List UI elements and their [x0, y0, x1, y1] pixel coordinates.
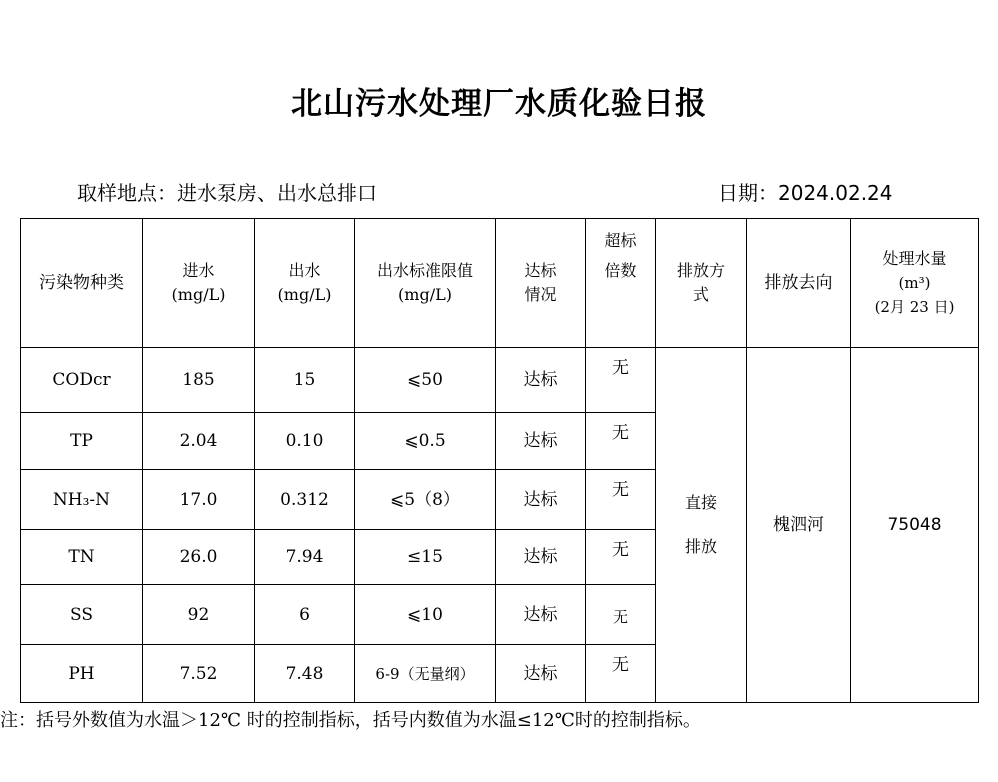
header-limit: 出水标准限值 (mg/L)	[355, 219, 496, 348]
exceed-cell: 无	[586, 585, 656, 645]
status-cell: 达标	[496, 645, 586, 703]
inflow-cell: 7.52	[143, 645, 255, 703]
water-quality-table	[20, 218, 979, 703]
header-outflow: 出水 (mg/L)	[255, 219, 355, 348]
inflow-cell: 92	[143, 585, 255, 645]
status-cell: 达标	[496, 470, 586, 530]
table-header-row	[21, 219, 979, 348]
status-cell: 达标	[496, 348, 586, 413]
inflow-cell: 17.0	[143, 470, 255, 530]
limit-cell: ⩽0.5	[355, 413, 496, 470]
outflow-cell: 7.94	[255, 530, 355, 585]
discharge-dest-cell: 槐泗河	[747, 348, 851, 703]
sampling-location: 取样地点：进水泵房、出水总排口	[77, 181, 377, 205]
header-compliance: 达标 情况	[496, 219, 586, 348]
inflow-cell: 185	[143, 348, 255, 413]
exceed-cell: 无	[586, 413, 656, 470]
limit-cell: ⩽10	[355, 585, 496, 645]
pollutant-cell: CODcr	[21, 348, 143, 413]
pollutant-cell: PH	[21, 645, 143, 703]
limit-cell: ⩽50	[355, 348, 496, 413]
exceed-cell: 无	[586, 470, 656, 530]
limit-cell: ≤15	[355, 530, 496, 585]
header-exceed: 超标 倍数	[586, 219, 656, 348]
pollutant-cell: TP	[21, 413, 143, 470]
footnote: 注：括号外数值为水温＞12℃ 时的控制指标，括号内数值为水温≤12℃时的控制指标。	[0, 710, 701, 731]
exceed-cell: 无	[586, 645, 656, 703]
header-pollutant: 污染物种类	[21, 219, 143, 348]
exceed-cell: 无	[586, 348, 656, 413]
inflow-cell: 2.04	[143, 413, 255, 470]
discharge-method-cell: 直接 排放	[656, 348, 747, 703]
header-volume: 处理水量 (m³) (2月 23 日)	[851, 219, 979, 348]
header-discharge-method: 排放方 式	[656, 219, 747, 348]
volume-cell: 75048	[851, 348, 979, 703]
header-inflow: 进水 (mg/L)	[143, 219, 255, 348]
outflow-cell: 6	[255, 585, 355, 645]
status-cell: 达标	[496, 530, 586, 585]
limit-cell: ⩽5（8）	[355, 470, 496, 530]
limit-cell: 6-9（无量纲）	[355, 645, 496, 703]
outflow-cell: 0.10	[255, 413, 355, 470]
pollutant-cell: NH₃-N	[21, 470, 143, 530]
header-discharge-dest: 排放去向	[747, 219, 851, 348]
status-cell: 达标	[496, 413, 586, 470]
table-row	[21, 348, 979, 413]
outflow-cell: 15	[255, 348, 355, 413]
status-cell: 达标	[496, 585, 586, 645]
report-title: 北山污水处理厂水质化验日报	[291, 86, 707, 122]
exceed-cell: 无	[586, 530, 656, 585]
outflow-cell: 7.48	[255, 645, 355, 703]
inflow-cell: 26.0	[143, 530, 255, 585]
report-date: 日期：2024.02.24	[718, 181, 893, 205]
pollutant-cell: TN	[21, 530, 143, 585]
pollutant-cell: SS	[21, 585, 143, 645]
outflow-cell: 0.312	[255, 470, 355, 530]
